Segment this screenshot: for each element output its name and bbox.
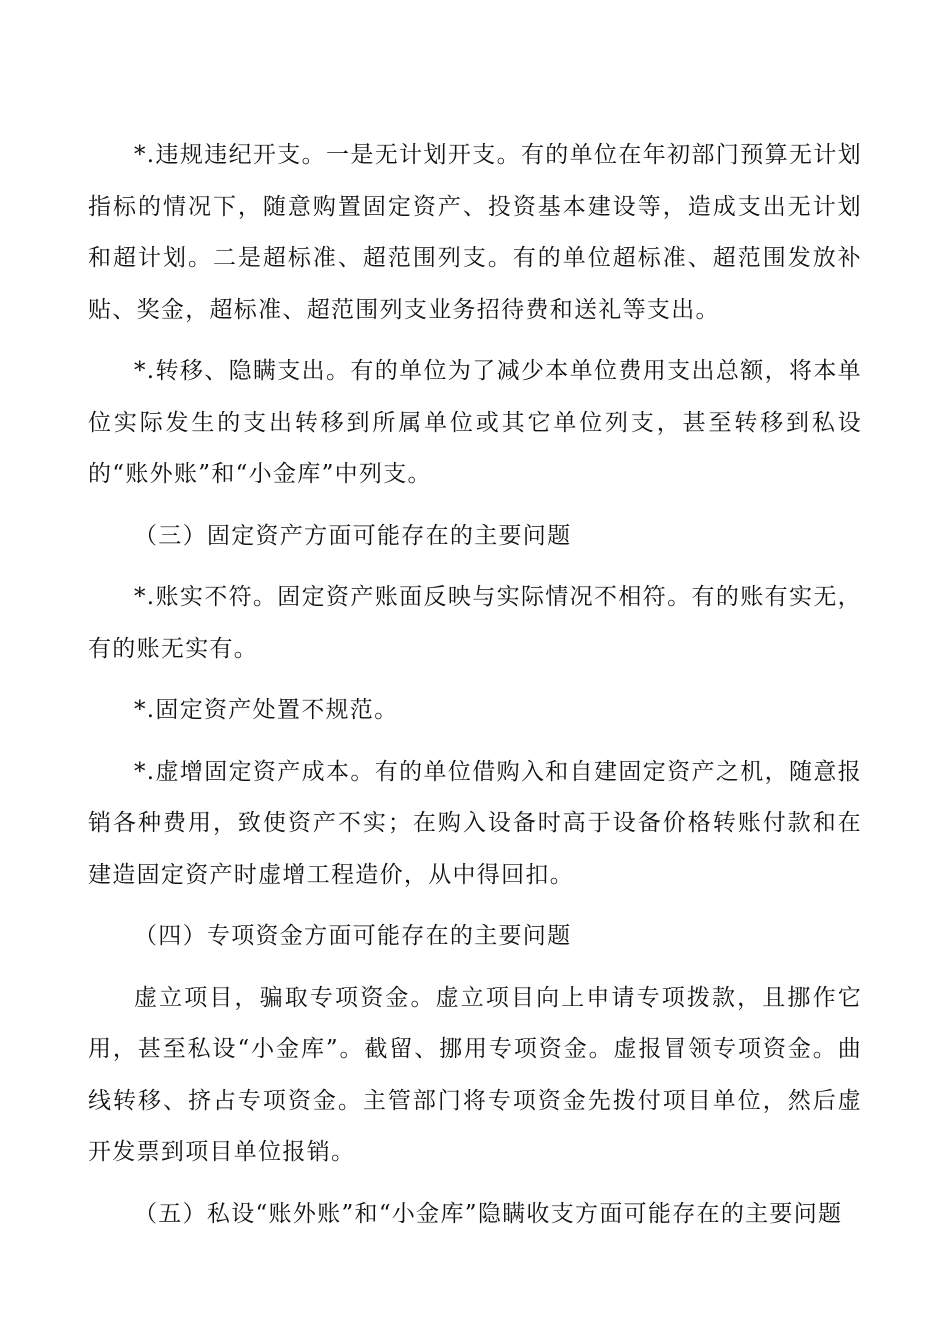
paragraph-illegal-expenditure: *.违规违纪开支。一是无计划开支。有的单位在年初部门预算无计划指标的情况下，随意购置固定资产、投资基本建设等，造成支出无计划和超计划。二是超标准、超范围列支。有的单位超标准、超范围发放补贴、奖金，超标准、超范围列支业务招待费和送礼等支出。 <box>88 142 862 323</box>
paragraph-asset-disposal: *.固定资产处置不规范。 <box>134 697 399 723</box>
section-heading-fixed-assets: （三）固定资产方面可能存在的主要问题 <box>134 522 572 549</box>
paragraph-fake-projects: 虚立项目，骗取专项资金。虚立项目向上申请专项拨款，且挪作它用，甚至私设“小金库”。截留、挪用专项资金。虚报冒领专项资金。曲线转移、挤占专项资金。主管部门将专项资金先拨付项目单位，然后虚开发票到项目单位报销。 <box>88 984 862 1165</box>
paragraph-concealed-expenditure: *.转移、隐瞒支出。有的单位为了减少本单位费用支出总额，将本单位实际发生的支出转移到所属单位或其它单位列支，甚至转移到私设的“账外账”和“小金库”中列支。 <box>88 358 862 487</box>
section-heading-off-book-accounts: （五）私设“账外账”和“小金库”隐瞒收支方面可能存在的主要问题 <box>134 1200 843 1227</box>
paragraph-account-mismatch: *.账实不符。固定资产账面反映与实际情况不相符。有的账有实无，有的账无实有。 <box>88 584 862 662</box>
paragraph-inflated-asset-cost: *.虚增固定资产成本。有的单位借购入和自建固定资产之机，随意报销各种费用，致使资产不实；在购入设备时高于设备价格转账付款和在建造固定资产时虚增工程造价，从中得回扣。 <box>88 758 862 888</box>
document-body <box>88 130 862 1240</box>
section-heading-special-funds: （四）专项资金方面可能存在的主要问题 <box>134 923 572 949</box>
